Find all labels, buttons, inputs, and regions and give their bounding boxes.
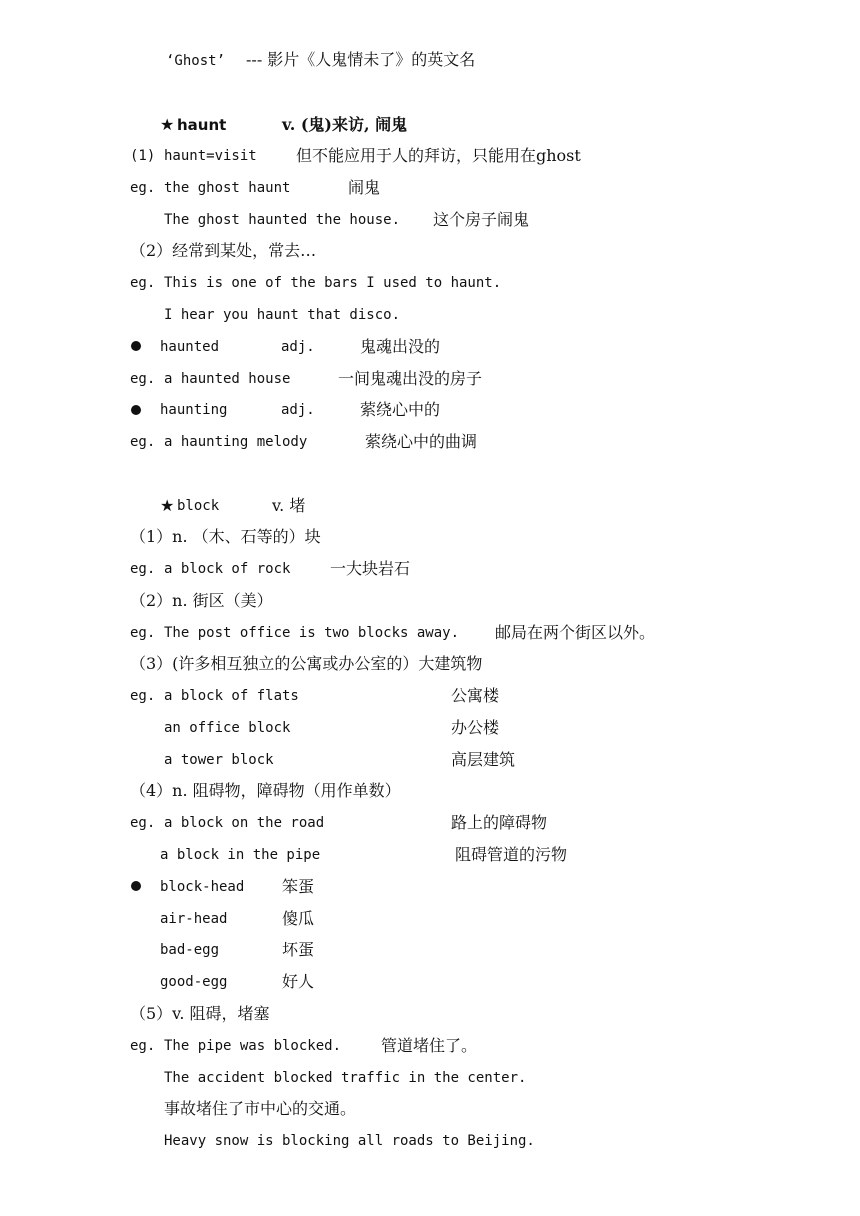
eg-label: eg.: [130, 815, 156, 831]
bullet-icon: [131, 341, 141, 351]
headword-block: block: [177, 498, 220, 514]
example-cn: 高层建筑: [451, 750, 516, 769]
example-en: The pipe was blocked.: [164, 1038, 342, 1054]
example-en: a block in the pipe: [160, 847, 321, 863]
example-cn: 一大块岩石: [330, 559, 411, 578]
eg-label: eg.: [130, 180, 156, 196]
star-icon: ★: [160, 496, 175, 515]
example-cn: 闹鬼: [348, 178, 381, 197]
example-cn: 萦绕心中的曲调: [365, 432, 478, 451]
eg-label: eg.: [130, 625, 156, 641]
example-cn: 阻碍管道的污物: [455, 845, 568, 864]
example-en: the ghost haunt: [164, 180, 291, 196]
example-cn: 事故堵住了市中心的交通。: [164, 1099, 357, 1118]
slang-word: air-head: [160, 911, 228, 927]
derived-meaning: 鬼魂出没的: [360, 337, 441, 356]
derived-word: haunted: [160, 339, 220, 355]
headword-haunt: haunt: [177, 116, 227, 134]
eg-label: eg.: [130, 434, 156, 450]
bullet-icon: [131, 881, 141, 891]
slang-meaning: 坏蛋: [282, 940, 315, 959]
slang-word: block-head: [160, 879, 245, 895]
example-en: I hear you haunt that disco.: [164, 307, 401, 323]
eg-label: eg.: [130, 561, 156, 577]
example-cn: 一间鬼魂出没的房子: [338, 369, 483, 388]
example-cn: 这个房子闹鬼: [433, 210, 530, 229]
example-cn: 公寓楼: [451, 686, 500, 705]
eg-label: eg.: [130, 275, 156, 291]
sense-number: (1): [130, 148, 156, 164]
example-en: The accident blocked traffic in the center.: [164, 1070, 527, 1086]
example-en: The ghost haunted the house.: [164, 212, 401, 228]
example-en: a haunting melody: [164, 434, 308, 450]
sense-heading: （5）v. 阻碍，堵塞: [130, 1004, 270, 1023]
part-of-speech: adj.: [281, 402, 315, 418]
slang-word: good-egg: [160, 974, 228, 990]
example-en: The post office is two blocks away.: [164, 625, 460, 641]
slang-word: bad-egg: [160, 942, 220, 958]
haunt-definition: v. (鬼)来访, 闹鬼: [282, 115, 408, 134]
star-icon: ★: [160, 115, 175, 134]
slang-meaning: 好人: [282, 972, 315, 991]
eg-label: eg.: [130, 688, 156, 704]
sense-heading: （4）n. 阻碍物，障碍物（用作单数）: [130, 781, 401, 800]
slang-meaning: 笨蛋: [282, 877, 315, 896]
sense-heading: （2）n. 街区（美）: [130, 591, 273, 610]
sense-heading: （1）n. （木、石等的）块: [130, 527, 321, 546]
sense-heading: （3）(许多相互独立的公寓或办公室的）大建筑物: [130, 654, 483, 673]
example-en: Heavy snow is blocking all roads to Beijing.: [164, 1133, 535, 1149]
block-definition: v. 堵: [272, 496, 306, 515]
example-cn: 邮局在两个街区以外。: [495, 623, 656, 642]
example-en: a haunted house: [164, 371, 291, 387]
example-en: a tower block: [164, 752, 274, 768]
example-en: a block on the road: [164, 815, 325, 831]
example-cn: 办公楼: [451, 718, 500, 737]
example-cn: 管道堵住了。: [381, 1036, 478, 1055]
example-en: an office block: [164, 720, 291, 736]
slang-meaning: 傻瓜: [282, 909, 315, 928]
bullet-icon: [131, 405, 141, 415]
example-en: a block of rock: [164, 561, 291, 577]
title-chinese: --- 影片《人鬼情未了》的英文名: [246, 50, 476, 69]
example-en: This is one of the bars I used to haunt.: [164, 275, 502, 291]
derived-word: haunting: [160, 402, 228, 418]
title-english: ‘Ghost’: [166, 53, 234, 69]
sense-note: 但不能应用于人的拜访，只能用在ghost: [296, 146, 581, 165]
eg-label: eg.: [130, 371, 156, 387]
part-of-speech: adj.: [281, 339, 315, 355]
example-en: a block of flats: [164, 688, 299, 704]
eg-label: eg.: [130, 1038, 156, 1054]
example-cn: 路上的障碍物: [451, 813, 548, 832]
sense-text: haunt=visit: [164, 148, 257, 164]
derived-meaning: 萦绕心中的: [360, 400, 441, 419]
sense-heading: （2）经常到某处，常去…: [130, 241, 317, 260]
